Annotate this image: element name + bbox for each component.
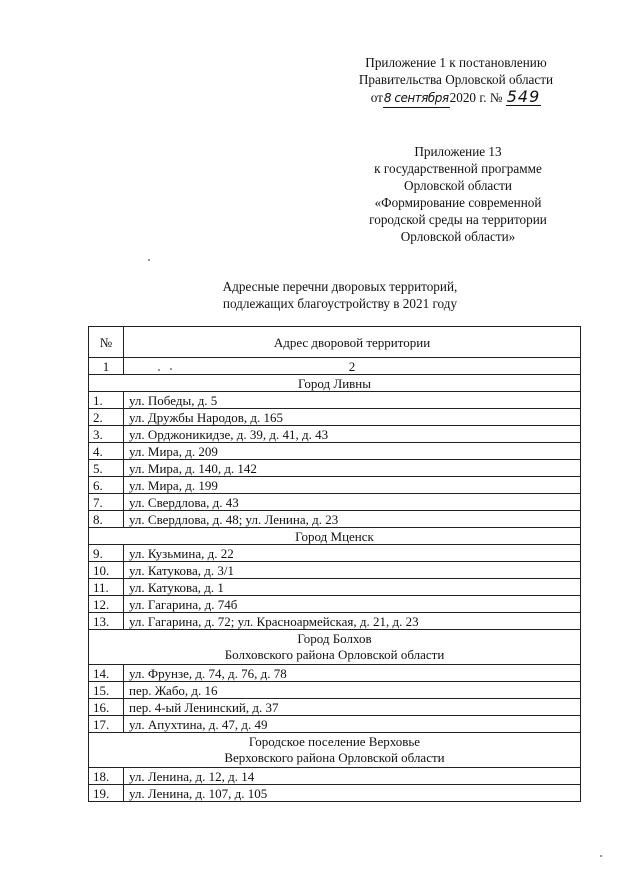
row-address-cell: ул. Катукова, д. 1 — [124, 579, 581, 596]
document-title — [150, 278, 530, 312]
section-header-row — [89, 733, 581, 768]
row-number-cell: 3. — [89, 426, 124, 443]
row-address-cell: ул. Мира, д. 140, д. 142 — [124, 460, 581, 477]
handwritten-number: 549 — [506, 87, 541, 106]
row-address-cell: пер. Жабо, д. 16 — [124, 682, 581, 699]
row-number-cell: 6. — [89, 477, 124, 494]
handwritten-date: 8 сентября — [383, 90, 450, 108]
section-title-line-1: Город Ливны — [298, 375, 371, 391]
index-number-cell: 1 — [89, 358, 124, 375]
date-suffix: 2020 г. № — [449, 90, 503, 105]
row-address-cell: ул. Орджоникидзе, д. 39, д. 41, д. 43 — [124, 426, 581, 443]
section-title-cell — [89, 375, 581, 392]
address-table — [88, 326, 581, 802]
section-title-cell — [89, 733, 581, 768]
table-row — [89, 426, 581, 443]
table-row — [89, 596, 581, 613]
row-address-cell: ул. Катукова, д. 3/1 — [124, 562, 581, 579]
row-number-cell: 14. — [89, 665, 124, 682]
row-number-cell: 2. — [89, 409, 124, 426]
row-number-cell: 5. — [89, 460, 124, 477]
table-row — [89, 768, 581, 785]
header-number-cell: № — [89, 327, 124, 358]
row-number-cell: 12. — [89, 596, 124, 613]
row-number-cell: 16. — [89, 699, 124, 716]
appendix-13-line-4: «Формирование современной — [374, 195, 542, 210]
row-number-cell: 19. — [89, 785, 124, 802]
row-number-cell: 15. — [89, 682, 124, 699]
row-number-cell: 17. — [89, 716, 124, 733]
appendix-13-line-3: Орловской области — [404, 178, 512, 193]
section-header-row — [89, 528, 581, 545]
appendix-13-line-2: к государственной программе — [374, 161, 542, 176]
document-title-line-2: подлежащих благоустройству в 2021 году — [222, 296, 458, 311]
row-address-cell: ул. Дружбы Народов, д. 165 — [124, 409, 581, 426]
section-title-line-2: Верховского района Орловской области — [224, 750, 445, 765]
date-prefix: от — [370, 90, 383, 105]
table-body — [89, 358, 581, 802]
table-row — [89, 613, 581, 630]
table-row — [89, 699, 581, 716]
table-row — [89, 562, 581, 579]
row-number-cell: 10. — [89, 562, 124, 579]
section-title-cell — [89, 630, 581, 665]
section-title-line-1: Город Мценск — [295, 528, 374, 544]
row-number-cell: 4. — [89, 443, 124, 460]
row-number-cell: 8. — [89, 511, 124, 528]
row-number-cell: 1. — [89, 392, 124, 409]
appendix-13-line-6: Орловской области» — [400, 229, 516, 244]
appendix-13-line-5: городской среды на территории — [369, 212, 547, 227]
row-address-cell: ул. Ленина, д. 12, д. 14 — [124, 768, 581, 785]
appendix-1-date-line — [340, 88, 572, 108]
row-address-cell: ул. Мира, д. 199 — [124, 477, 581, 494]
scan-speck — [170, 368, 172, 370]
table-row — [89, 785, 581, 802]
table-index-row — [89, 358, 581, 375]
table-row — [89, 665, 581, 682]
section-title-line-1: Город Болхов — [297, 631, 372, 646]
table-row — [89, 409, 581, 426]
appendix-13-header — [345, 143, 571, 245]
scan-speck — [148, 259, 150, 261]
table-row — [89, 511, 581, 528]
section-header-row — [89, 630, 581, 665]
table-row — [89, 579, 581, 596]
appendix-1-line-1: Приложение 1 к постановлению — [365, 55, 547, 70]
row-address-cell: ул. Победы, д. 5 — [124, 392, 581, 409]
row-address-cell: ул. Свердлова, д. 43 — [124, 494, 581, 511]
row-number-cell: 7. — [89, 494, 124, 511]
row-address-cell: ул. Свердлова, д. 48; ул. Ленина, д. 23 — [124, 511, 581, 528]
row-address-cell: ул. Кузьмина, д. 22 — [124, 545, 581, 562]
row-number-cell: 9. — [89, 545, 124, 562]
section-title-line-2: Болховского района Орловской области — [224, 647, 445, 662]
row-number-cell: 11. — [89, 579, 124, 596]
appendix-13-line-1: Приложение 13 — [414, 144, 502, 159]
row-address-cell: ул. Фрунзе, д. 74, д. 76, д. 78 — [124, 665, 581, 682]
scan-speck — [158, 369, 160, 371]
row-address-cell: ул. Гагарина, д. 72; ул. Красноармейская, д. 21, д. 23 — [124, 613, 581, 630]
document-title-line-1: Адресные перечни дворовых территорий, — [222, 279, 458, 294]
section-header-row — [89, 375, 581, 392]
row-number-cell: 13. — [89, 613, 124, 630]
row-address-cell: ул. Ленина, д. 107, д. 105 — [124, 785, 581, 802]
row-address-cell: ул. Гагарина, д. 74б — [124, 596, 581, 613]
table-row — [89, 545, 581, 562]
row-number-cell: 18. — [89, 768, 124, 785]
header-address-cell: Адрес дворовой территории — [124, 327, 581, 358]
table-head — [89, 327, 581, 358]
table-row — [89, 477, 581, 494]
row-address-cell: ул. Апухтина, д. 47, д. 49 — [124, 716, 581, 733]
table-header-row — [89, 327, 581, 358]
row-address-cell: ул. Мира, д. 209 — [124, 443, 581, 460]
appendix-1-header — [340, 54, 572, 108]
table-row — [89, 682, 581, 699]
section-title-line-1: Городское поселение Верховье — [248, 734, 421, 749]
table-row — [89, 716, 581, 733]
table-row — [89, 443, 581, 460]
scan-speck — [600, 855, 602, 857]
appendix-1-line-2: Правительства Орловской области — [358, 72, 554, 87]
table-row — [89, 460, 581, 477]
section-title-cell — [89, 528, 581, 545]
table-row — [89, 494, 581, 511]
row-address-cell: пер. 4-ый Ленинский, д. 37 — [124, 699, 581, 716]
index-address-cell: 2 — [124, 358, 581, 375]
table-row — [89, 392, 581, 409]
